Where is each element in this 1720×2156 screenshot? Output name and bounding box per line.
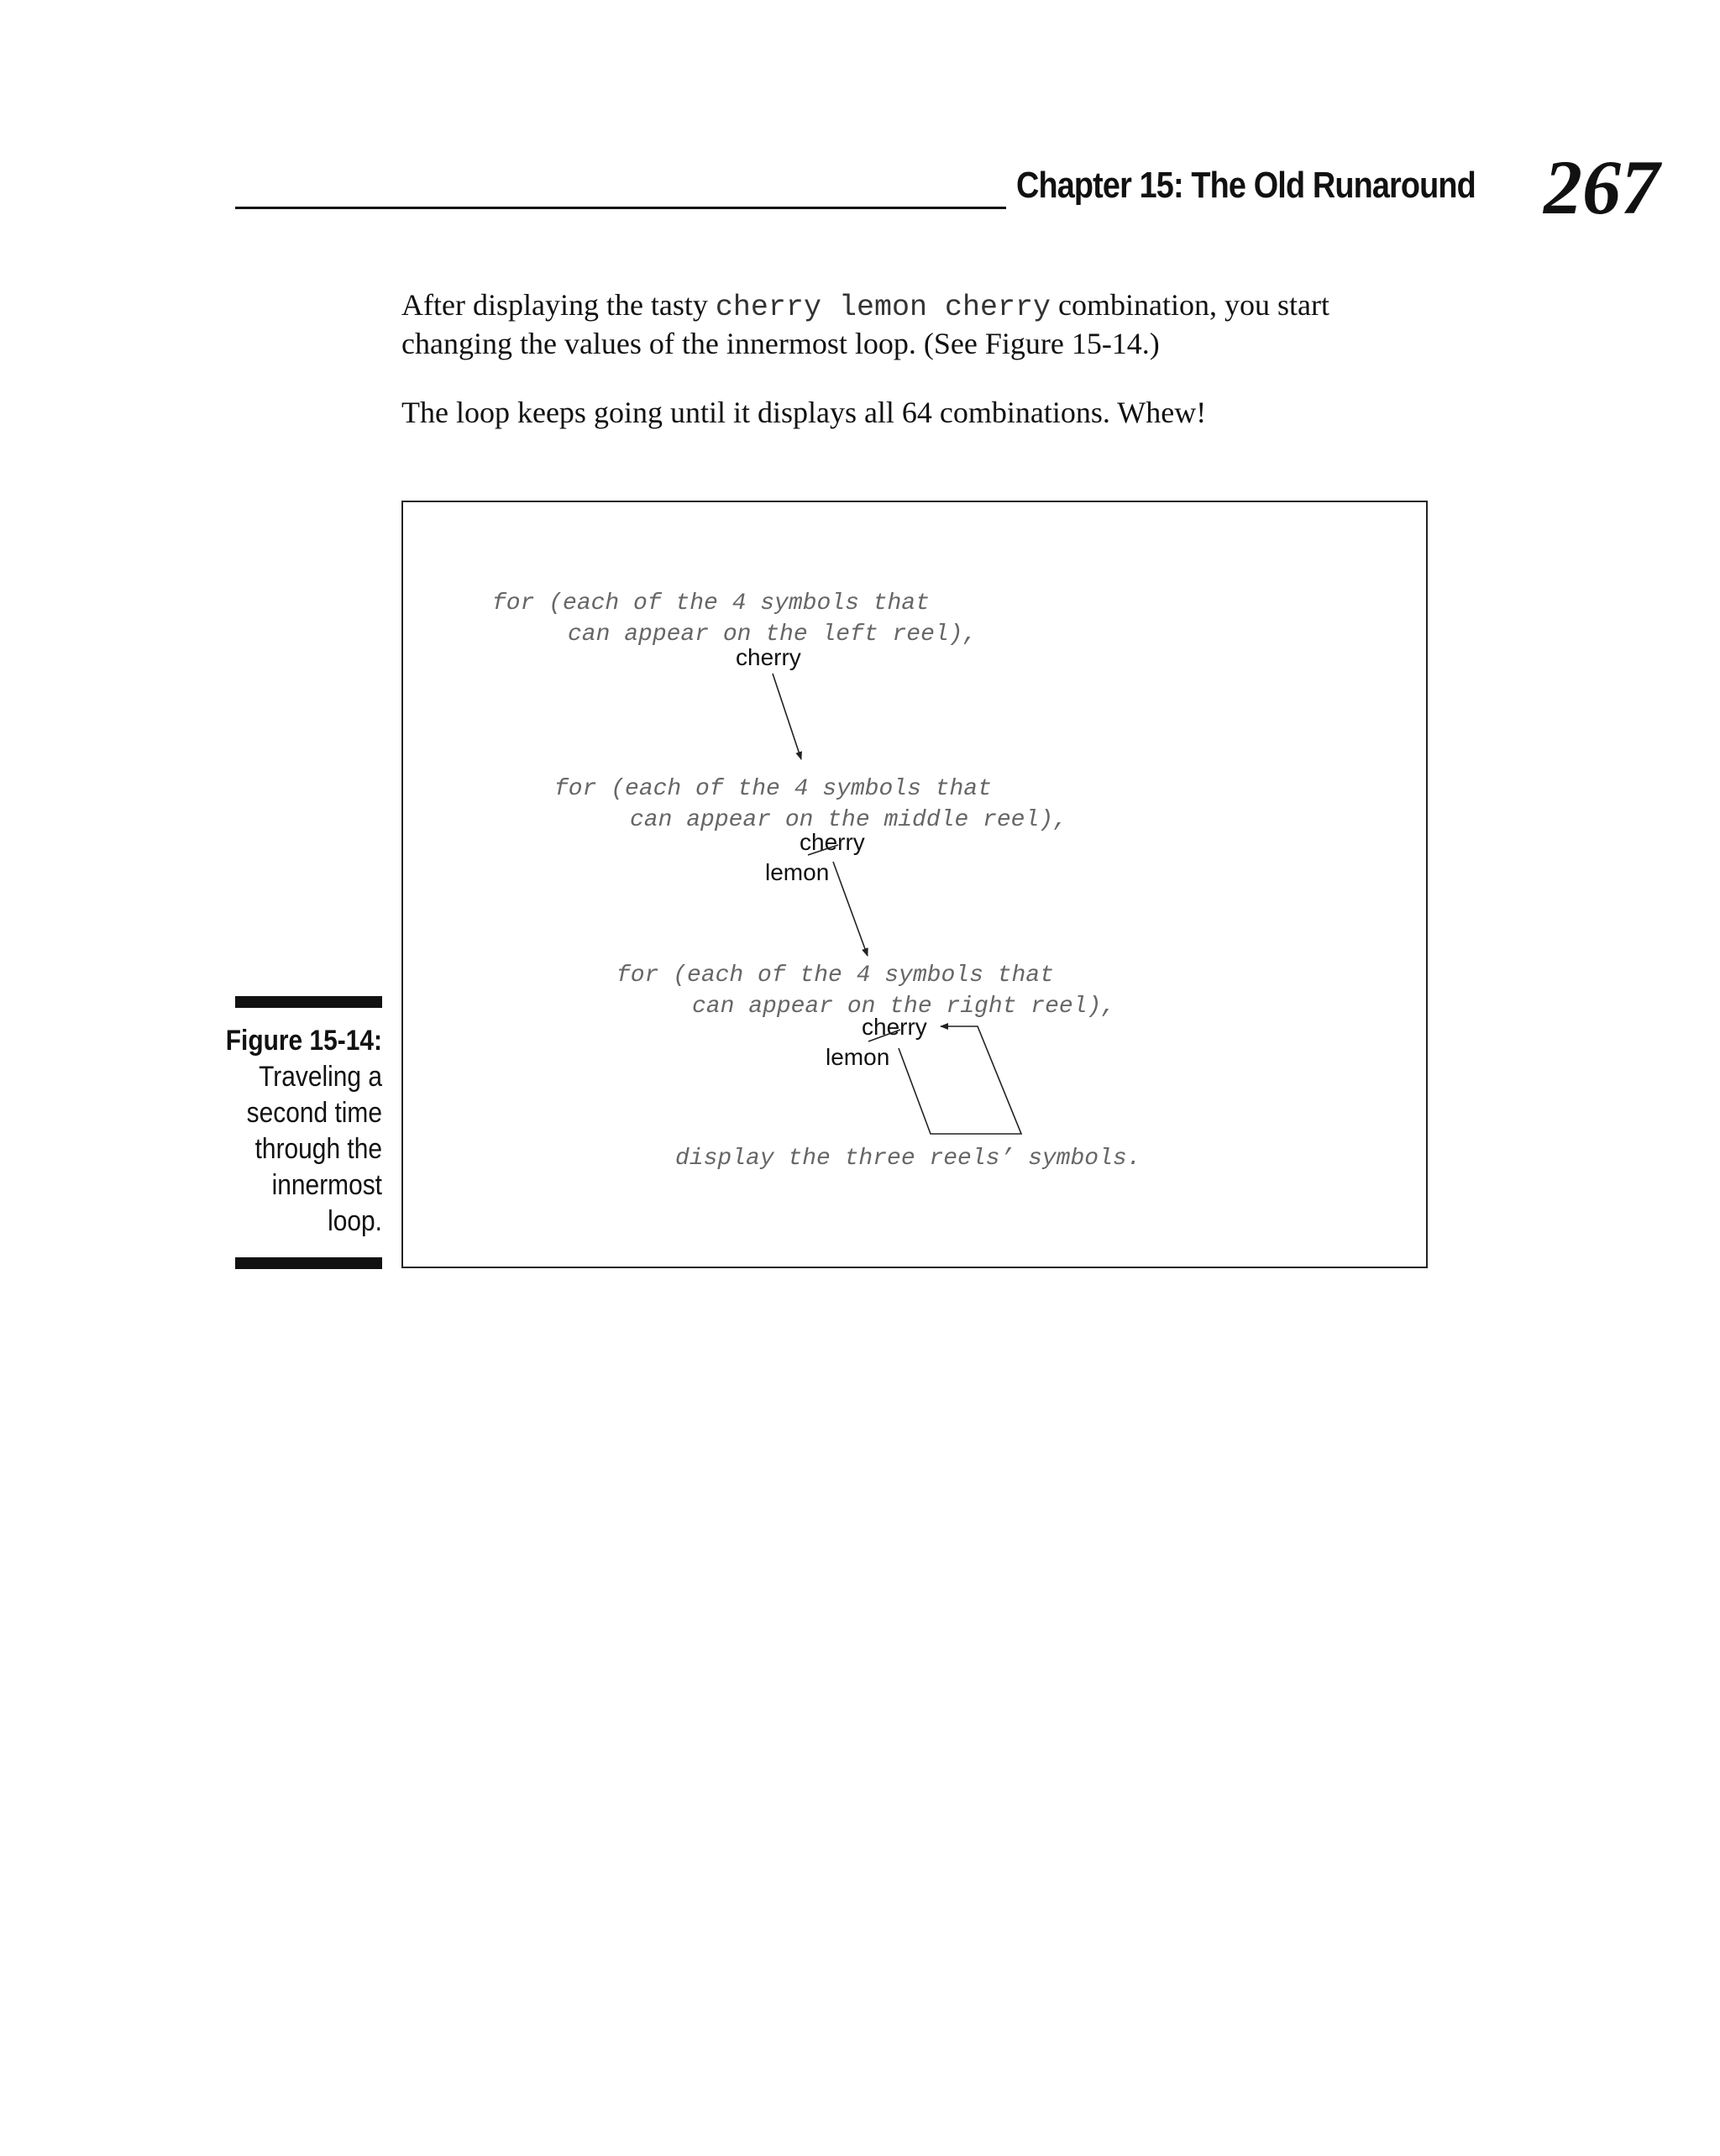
right-loop-value-next: cherry xyxy=(862,1014,927,1040)
left-loop-line2: can appear on the left reel), xyxy=(568,622,978,648)
middle-loop-line1: for (each of the 4 symbols that xyxy=(554,776,992,802)
caption-line: through the xyxy=(254,1133,382,1165)
para1-code: cherry lemon cherry xyxy=(715,291,1051,324)
caption-bar-top xyxy=(235,996,382,1008)
body-paragraph-2: The loop keeps going until it displays all 64 combinations. Whew! xyxy=(401,396,1207,429)
caption-line: innermost xyxy=(271,1169,382,1201)
figure-caption xyxy=(190,1023,382,1240)
body-paragraph-1 xyxy=(401,287,1443,362)
left-loop-value: cherry xyxy=(736,644,801,670)
caption-line: loop. xyxy=(328,1205,382,1237)
arrow-left-to-middle xyxy=(773,674,801,759)
para1-line2: changing the values of the innermost loop. (See Figure 15-14.) xyxy=(401,327,1160,360)
arrow-return-to-right xyxy=(899,1026,1021,1134)
page-number: 267 xyxy=(1544,144,1660,230)
middle-loop-value-old: cherry xyxy=(800,829,865,855)
caption-label: Figure 15-14: xyxy=(225,1025,382,1057)
header-rule xyxy=(235,207,1006,209)
right-loop-line2: can appear on the right reel), xyxy=(692,994,1116,1020)
middle-loop-line2: can appear on the middle reel), xyxy=(630,807,1067,833)
right-loop-value-current: lemon xyxy=(826,1044,890,1070)
arrow-middle-to-right xyxy=(833,862,868,956)
display-line: display the three reels’ symbols. xyxy=(675,1146,1141,1172)
caption-line: second time xyxy=(246,1097,382,1129)
caption-bar-bottom xyxy=(235,1257,382,1269)
caption-line: Traveling a xyxy=(259,1061,382,1093)
right-loop-line1: for (each of the 4 symbols that xyxy=(616,963,1054,989)
para1-text-before: After displaying the tasty xyxy=(401,288,716,322)
middle-loop-value-new: lemon xyxy=(765,859,830,885)
figure-box xyxy=(401,501,1428,1268)
loop-diagram xyxy=(403,502,1429,1270)
left-loop-line1: for (each of the 4 symbols that xyxy=(492,590,930,616)
chapter-title: Chapter 15: The Old Runaround xyxy=(1016,165,1476,206)
para1-text-after: combination, you start xyxy=(1051,288,1329,322)
